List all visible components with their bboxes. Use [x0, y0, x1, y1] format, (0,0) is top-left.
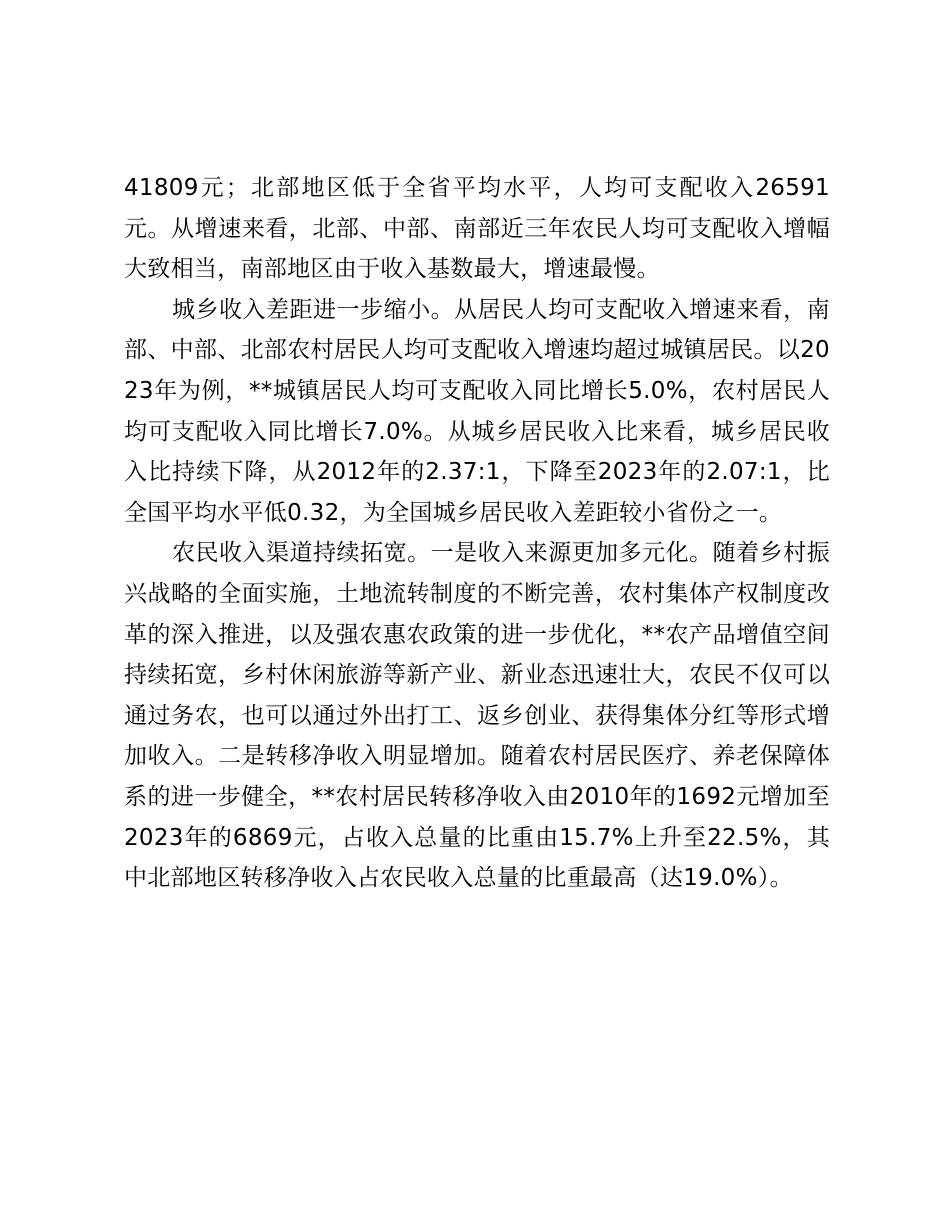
paragraph-income-regions: 41809元；北部地区低于全省平均水平，人均可支配收入26591元。从增速来看，北部、中部、南部近三年农民人均可支配收入增幅大致相当，南部地区由于收入基数最大，增速最慢。 — [124, 175, 830, 283]
paragraph-urban-rural-gap: 城乡收入差距进一步缩小。从居民人均可支配收入增速来看，南部、中部、北部农村居民人均可支配收入增速均超过城镇居民。以2023年为例，**城镇居民人均可支配收入同比增长5.0%，农村居民人均可支配收入同比增长7.0%。从城乡居民收入比来看，城乡居民收入比持续下降，从2012年的2.37:1，下降至2023年的2.07:1，比全国平均水平低0.32，为全国城乡居民收入差距较小省份之一。 — [124, 296, 830, 526]
paragraph-income-channels: 农民收入渠道持续拓宽。一是收入来源更加多元化。随着乡村振兴战略的全面实施，土地流转制度的不断完善，农村集体产权制度改革的深入推进，以及强农惠农政策的进一步优化，**农产品增值空间持续拓宽，乡村休闲旅游等新产业、新业态迅速壮大，农民不仅可以通过务农，也可以通过外出打工、返乡创业、获得集体分红等形式增加收入。二是转移净收入明显增加。随着农村居民医疗、养老保障体系的进一步健全，**农村居民转移净收入由2010年的1692元增加至2023年的6869元，占收入总量的比重由15.7%上升至22.5%，其中北部地区转移净收入占农民收入总量的比重最高（达19.0%）。 — [124, 540, 830, 892]
document-body — [124, 168, 830, 899]
